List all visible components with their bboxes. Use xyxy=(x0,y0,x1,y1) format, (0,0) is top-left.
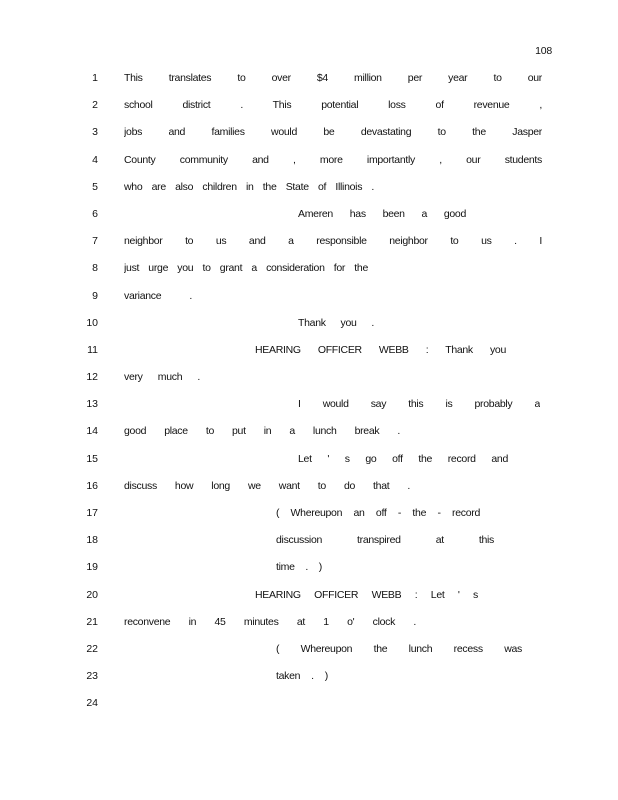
transcript-line xyxy=(0,71,618,98)
transcript-line xyxy=(0,588,618,615)
transcript-line xyxy=(0,370,618,397)
line-text: discussion transpired at this xyxy=(276,534,494,547)
line-text: jobs and families would be devastating to the Jasper xyxy=(124,126,542,139)
transcript-line xyxy=(0,207,618,234)
line-number: 13 xyxy=(86,398,98,411)
transcript-line xyxy=(0,479,618,506)
transcript-line xyxy=(0,98,618,125)
transcript-line xyxy=(0,153,618,180)
transcript-line xyxy=(0,343,618,370)
transcript-line xyxy=(0,261,618,288)
line-text: just urge you to grant a consideration for the xyxy=(124,262,368,275)
line-text: County community and , more importantly , our students xyxy=(124,153,542,166)
line-text: ( Whereupon the lunch recess was xyxy=(276,642,522,655)
line-number: 4 xyxy=(92,153,98,166)
page-number: 108 xyxy=(535,45,552,57)
transcript-line xyxy=(0,180,618,207)
line-text: HEARING OFFICER WEBB : Thank you xyxy=(255,343,506,356)
line-text: This translates to over $4 million per year to our xyxy=(124,72,542,84)
transcript-line xyxy=(0,397,618,424)
line-number: 11 xyxy=(87,343,98,356)
line-text: time . ) xyxy=(276,561,322,574)
line-text: variance . xyxy=(124,289,192,302)
line-text: taken . ) xyxy=(276,670,328,683)
line-text: ( Whereupon an off - the - record xyxy=(276,507,480,519)
line-text: I would say this is probably a xyxy=(298,398,540,411)
line-number: 18 xyxy=(86,534,98,547)
line-number: 5 xyxy=(92,180,98,193)
line-number: 8 xyxy=(92,262,98,275)
transcript-line xyxy=(0,452,618,479)
line-number: 20 xyxy=(86,588,98,601)
transcript-line xyxy=(0,642,618,669)
transcript-line xyxy=(0,316,618,343)
transcript-line xyxy=(0,234,618,261)
line-number: 21 xyxy=(86,615,98,628)
line-text: reconvene in 45 minutes at 1 o' clock . xyxy=(124,615,416,628)
line-number: 17 xyxy=(86,507,98,519)
line-number: 24 xyxy=(86,697,98,710)
transcript-line xyxy=(0,669,618,696)
line-number: 12 xyxy=(86,371,98,384)
line-text: good place to put in a lunch break . xyxy=(124,425,400,438)
line-text: Ameren has been a good xyxy=(298,207,466,220)
line-text: school district . This potential loss of revenue , xyxy=(124,99,542,112)
line-text: Thank you . xyxy=(298,316,374,329)
transcript-line xyxy=(0,696,618,723)
line-text: Let ' s go off the record and xyxy=(298,452,508,465)
transcript-line xyxy=(0,424,618,451)
line-text: very much . xyxy=(124,371,200,384)
line-number: 1 xyxy=(92,72,98,84)
line-number: 2 xyxy=(92,99,98,112)
transcript-body xyxy=(0,71,618,724)
transcript-line xyxy=(0,533,618,560)
line-number: 9 xyxy=(92,289,98,302)
line-text: HEARING OFFICER WEBB : Let ' s xyxy=(255,588,478,601)
line-number: 16 xyxy=(86,479,98,492)
transcript-line xyxy=(0,289,618,316)
line-number: 10 xyxy=(86,316,98,329)
line-text: neighbor to us and a responsible neighbor to us . I xyxy=(124,235,542,248)
line-number: 6 xyxy=(92,207,98,220)
line-number: 7 xyxy=(92,235,98,248)
line-number: 15 xyxy=(86,452,98,465)
transcript-line xyxy=(0,615,618,642)
line-number: 22 xyxy=(86,642,98,655)
line-number: 23 xyxy=(86,670,98,683)
transcript-line xyxy=(0,125,618,152)
line-text: who are also children in the State of Illinois . xyxy=(124,180,374,193)
line-text: discuss how long we want to do that . xyxy=(124,479,410,492)
line-number: 3 xyxy=(92,126,98,139)
transcript-line xyxy=(0,560,618,587)
transcript-line xyxy=(0,506,618,533)
line-number: 14 xyxy=(86,425,98,438)
line-number: 19 xyxy=(86,561,98,574)
